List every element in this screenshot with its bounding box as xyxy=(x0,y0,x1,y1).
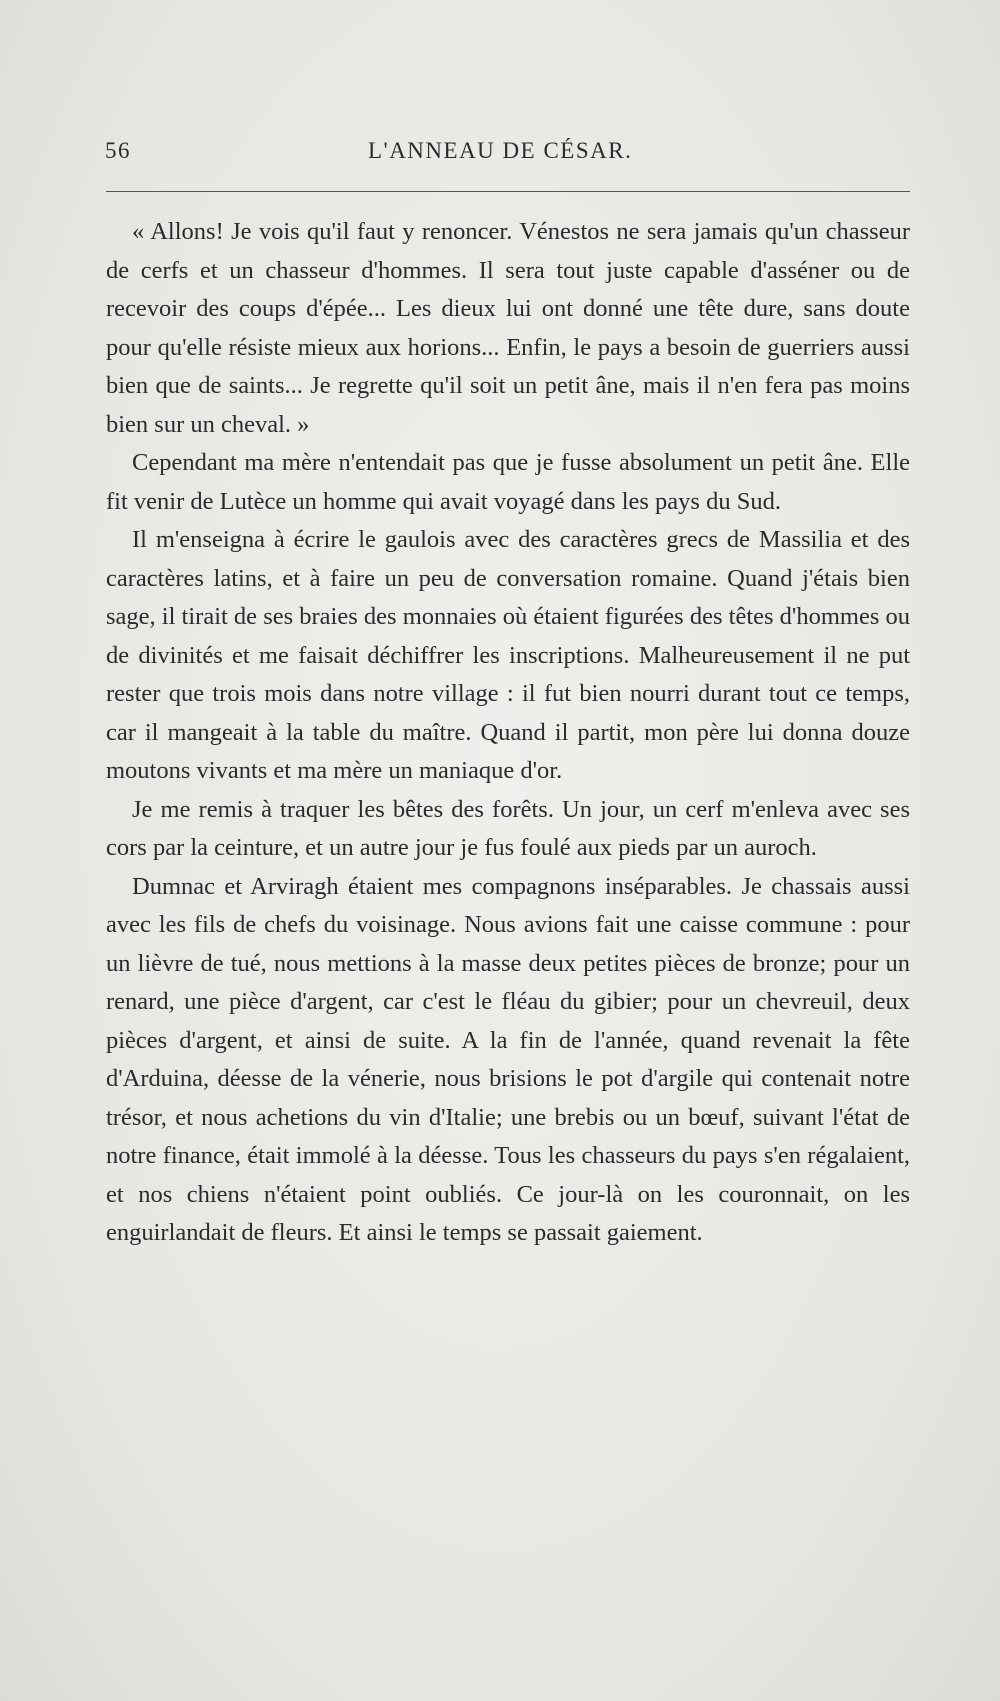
header-rule xyxy=(106,191,910,192)
page-header xyxy=(105,138,910,174)
page-number: 56 xyxy=(105,138,131,163)
paragraph: Cependant ma mère n'entendait pas que je fusse absolument un petit âne. Elle fit venir de Lutèce un homme qui avait voyagé dans les pays du Sud. xyxy=(106,449,910,515)
body-text xyxy=(106,213,910,1253)
paragraph: Il m'enseigna à écrire le gaulois avec des caractères grecs de Massilia et des caractères latins, et à faire un peu de conversation romaine. Quand j'étais bien sage, il tirait de ses braies des monnaies où étaient figurées des têtes d'hommes ou de divinités et me faisait déchiffrer les inscriptions. Malheureusement il ne put rester que trois mois dans notre village : il fut bien nourri durant tout ce temps, car il mangeait à la table du maître. Quand il partit, mon père lui donna douze moutons vivants et ma mère un maniaque d'or. xyxy=(106,526,910,784)
paragraph: Je me remis à traquer les bêtes des forêts. Un jour, un cerf m'enleva avec ses cors par la ceinture, et un autre jour je fus foulé aux pieds par un auroch. xyxy=(106,795,910,861)
paragraph: « Allons! Je vois qu'il faut y renoncer. Vénestos ne sera jamais qu'un chasseur de cerfs et un chasseur d'hommes. Il sera tout juste capable d'asséner ou de recevoir des coups d'épée... Les dieux lui ont donné une tête dure, sans doute pour qu'elle résiste mieux aux horions... Enfin, le pays a besoin de guerriers aussi bien que de saints... Je regrette qu'il soit un petit âne, mais il n'en fera pas moins bien sur un cheval. » xyxy=(106,218,910,438)
paragraph: Dumnac et Arviragh étaient mes compagnons inséparables. Je chassais aussi avec les fils de chefs du voisinage. Nous avions fait une caisse commune : pour un lièvre de tué, nous mettions à la masse deux petites pièces de bronze; pour un renard, une pièce d'argent, car c'est le fléau du gibier; pour un chevreuil, deux pièces d'argent, et ainsi de suite. A la fin de l'année, quand revenait la fête d'Arduina, déesse de la vénerie, nous brisions le pot d'argile qui contenait notre trésor, et nous achetions du vin d'Italie; une brebis ou un bœuf, suivant l'état de notre finance, était immolé à la déesse. Tous les chasseurs du pays s'en régalaient, et nos chiens n'étaient point oubliés. Ce jour-là on les couronnait, on les enguirlandait de fleurs. Et ainsi le temps se passait gaiement. xyxy=(106,872,910,1246)
running-title: L'ANNEAU DE CÉSAR. xyxy=(368,138,633,163)
